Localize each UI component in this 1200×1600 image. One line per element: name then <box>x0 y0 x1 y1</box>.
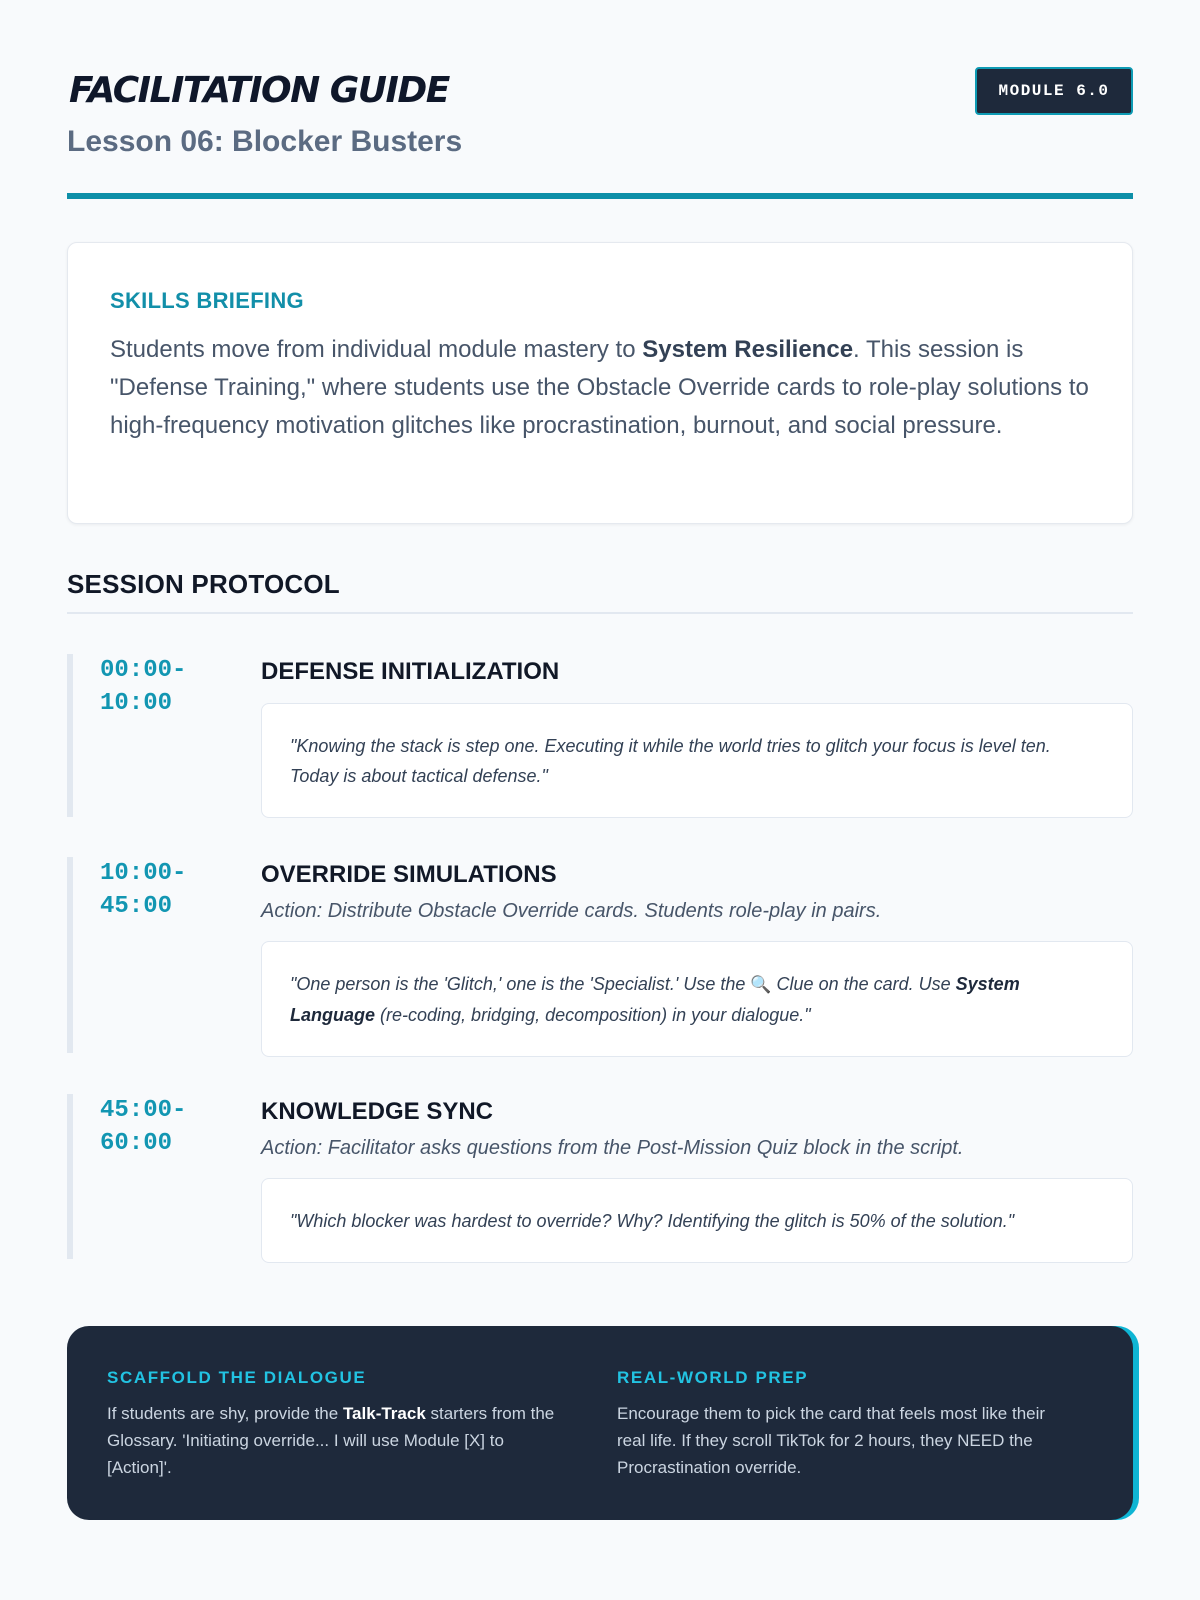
skills-briefing-card <box>67 242 1133 524</box>
step-time-end: 10:00 <box>100 690 173 717</box>
step-timeline-bar <box>67 857 73 1053</box>
step-script-quote <box>261 941 1133 1057</box>
page-title: FACILITATION GUIDE <box>69 70 449 111</box>
step-time <box>100 857 210 923</box>
step-title: KNOWLEDGE SYNC <box>261 1098 494 1125</box>
step-time <box>100 1094 210 1160</box>
briefing-text <box>110 331 1090 445</box>
step-timeline-bar <box>67 654 73 817</box>
briefing-text-emphasis: System Resilience <box>642 336 854 363</box>
module-badge: MODULE 6.0 <box>975 67 1133 115</box>
quote-text-emphasis: System Language <box>290 974 1020 1025</box>
briefing-text-start: Students move from individual module mastery to <box>110 336 643 363</box>
tip-text <box>107 1400 557 1481</box>
step-time-end: 45:00 <box>100 893 173 920</box>
step-time-start: 10:00- <box>100 860 187 887</box>
step-title: DEFENSE INITIALIZATION <box>261 658 560 685</box>
session-protocol-title: SESSION PROTOCOL <box>67 569 340 599</box>
step-action: Action: Facilitator asks questions from the Post-Mission Quiz block in the script. <box>261 1137 964 1159</box>
protocol-step-1 <box>67 654 1133 817</box>
tip-scaffold-dialogue <box>107 1368 557 1481</box>
protocol-step-3 <box>67 1094 1133 1259</box>
lesson-subtitle: Lesson 06: Blocker Busters <box>67 125 463 158</box>
quote-text-end: (re-coding, bridging, decomposition) in your dialogue." <box>375 1005 811 1025</box>
step-body <box>261 654 1133 818</box>
step-script-quote: "Knowing the stack is step one. Executing it while the world tries to glitch your focus is level ten. Today is about tactical defense." <box>261 703 1133 818</box>
protocol-step-2 <box>67 857 1133 1053</box>
tip-text-start: If students are shy, provide the <box>107 1404 343 1423</box>
tip-heading: REAL-WORLD PREP <box>617 1368 809 1387</box>
facilitator-tips-card <box>67 1326 1133 1520</box>
step-timeline-bar <box>67 1094 73 1259</box>
step-time-end: 60:00 <box>100 1130 173 1157</box>
tip-text-emphasis: Talk-Track <box>342 1404 426 1423</box>
step-body <box>261 1094 1133 1263</box>
header-divider <box>67 193 1133 199</box>
step-time-start: 45:00- <box>100 1097 187 1124</box>
tip-text-end: starters from the Glossary. 'Initiating override... I will use Module [X] to [Action]'. <box>107 1404 555 1477</box>
quote-text-middle: Clue on the card. Use <box>771 974 956 994</box>
step-body <box>261 857 1133 1057</box>
step-action: Action: Distribute Obstacle Override cards. Students role-play in pairs. <box>261 900 882 922</box>
step-time-start: 00:00- <box>100 657 187 684</box>
step-script-quote: "Which blocker was hardest to override? Why? Identifying the glitch is 50% of the solution." <box>261 1178 1133 1263</box>
tip-real-world-prep <box>617 1368 1067 1481</box>
step-time <box>100 654 210 720</box>
briefing-heading: SKILLS BRIEFING <box>110 288 304 313</box>
briefing-text-end: . This session is "Defense Training," where students use the Obstacle Override cards to role-play solutions to high-frequency motivation glitches like procrastination, burnout, and social pressure. <box>110 336 1089 439</box>
facilitation-guide-page <box>67 0 1133 1477</box>
quote-text-start: "One person is the 'Glitch,' one is the 'Specialist.' Use the <box>290 974 751 994</box>
page-header <box>67 0 1133 200</box>
step-title: OVERRIDE SIMULATIONS <box>261 861 557 888</box>
tip-heading: SCAFFOLD THE DIALOGUE <box>107 1368 367 1387</box>
protocol-divider <box>67 612 1133 614</box>
magnifier-icon: 🔍 <box>750 975 772 994</box>
tip-text: Encourage them to pick the card that feels most like their real life. If they scroll TikTok for 2 hours, they NEED the Procrastination override. <box>617 1404 1046 1477</box>
